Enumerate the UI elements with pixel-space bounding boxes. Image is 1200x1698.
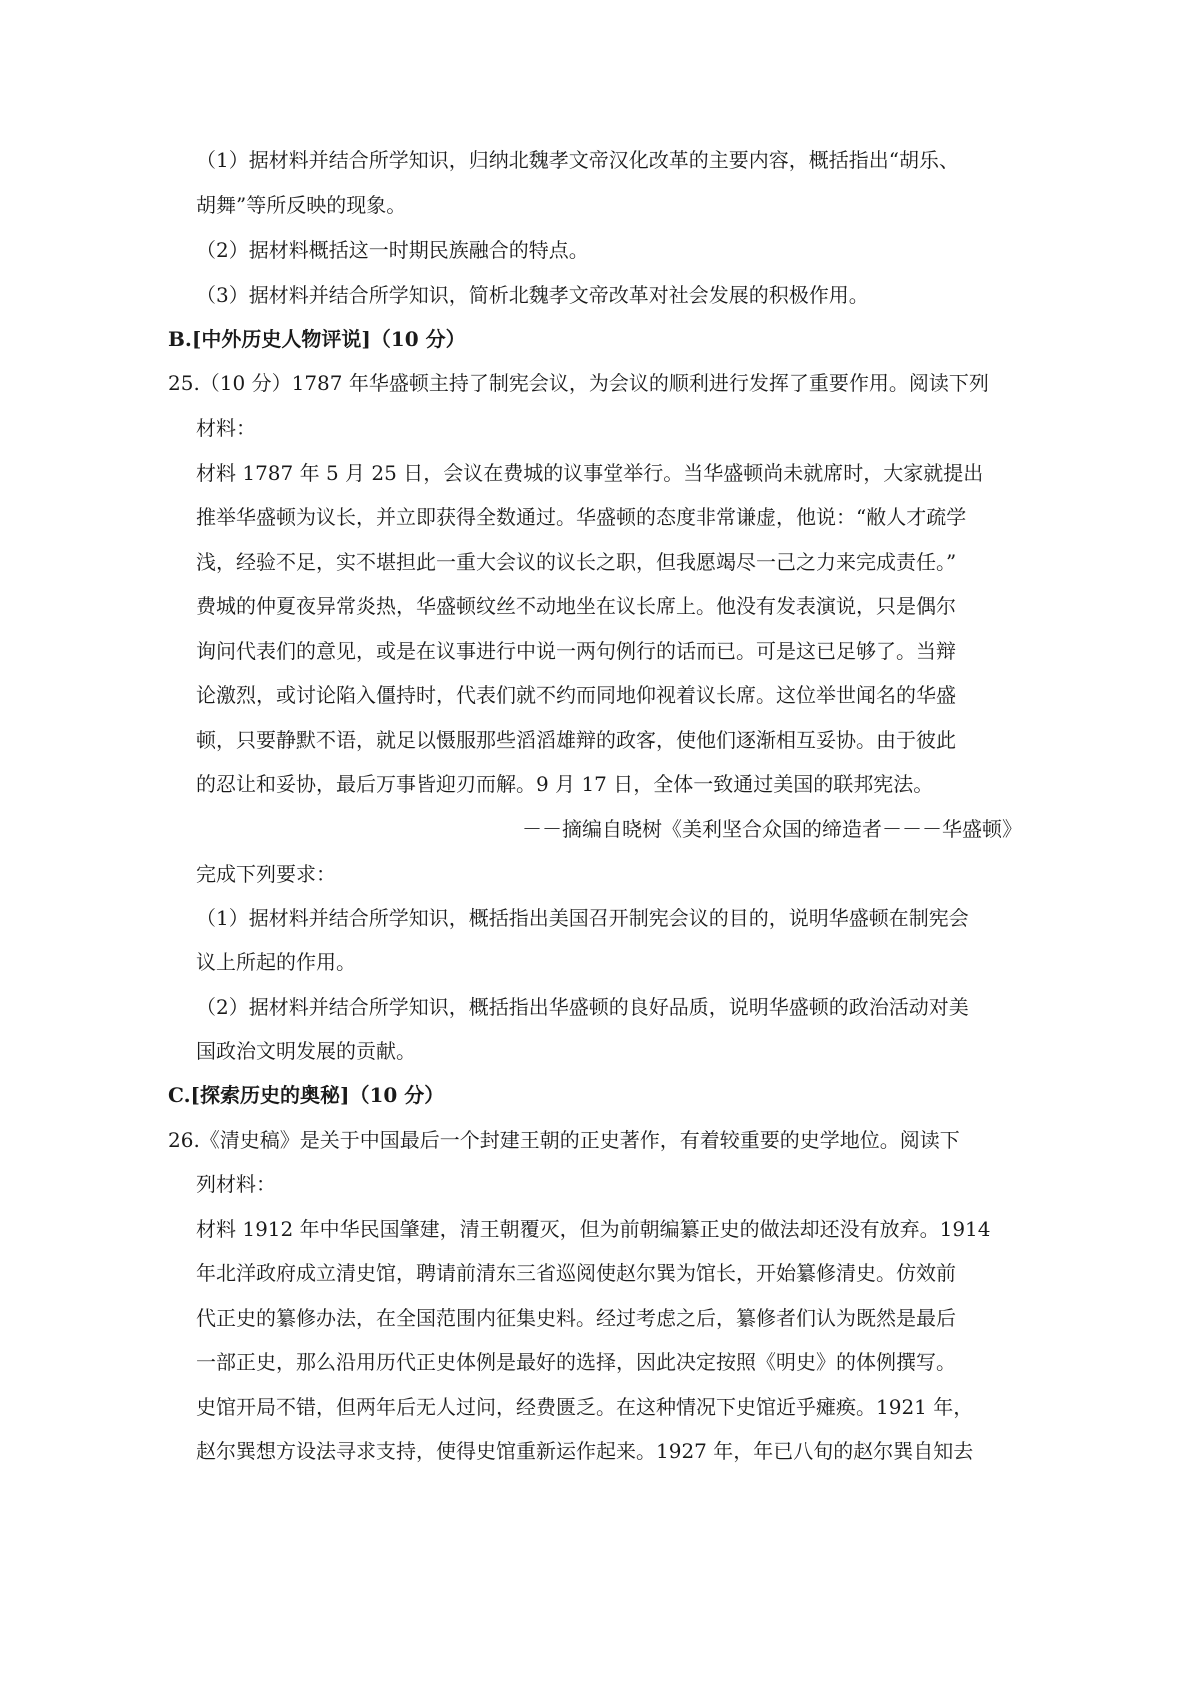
section-c-heading: C.[探索历史的奥秘]（10 分）: [168, 1083, 445, 1107]
requirement-2-line-1: （2）据材料并结合所学知识，概括指出华盛顿的良好品质，说明华盛顿的政治活动对美: [196, 995, 969, 1019]
question-3: （3）据材料并结合所学知识，简析北魏孝文帝改革对社会发展的积极作用。: [196, 283, 869, 307]
question-1-line-1: （1）据材料并结合所学知识，归纳北魏孝文帝汉化改革的主要内容，概括指出“胡乐、: [196, 148, 959, 172]
material-b-line: 费城的仲夏夜异常炎热，华盛顿纹丝不动地坐在议长席上。他没有发表演说，只是偶尔: [196, 594, 956, 618]
question-25-line-2: 材料：: [196, 416, 256, 440]
material-b-line: 材料 1787 年 5 月 25 日，会议在费城的议事堂举行。当华盛顿尚未就席时，大家就提出: [196, 461, 984, 485]
requirements-label: 完成下列要求：: [196, 862, 336, 886]
requirement-1-line-2: 议上所起的作用。: [196, 950, 356, 974]
section-b-heading: B.[中外历史人物评说]（10 分）: [168, 327, 466, 351]
material-c-line: 代正史的纂修办法，在全国范围内征集史料。经过考虑之后，纂修者们认为既然是最后: [196, 1306, 956, 1330]
material-c-line: 史馆开局不错，但两年后无人过问，经费匮乏。在这种情况下史馆近乎瘫痪。1921 年，: [196, 1395, 974, 1419]
material-c-line: 一部正史，那么沿用历代正史体例是最好的选择，因此决定按照《明史》的体例撰写。: [196, 1350, 956, 1374]
material-b-line: 询问代表们的意见，或是在议事进行中说一两句例行的话而已。可是这已足够了。当辩: [196, 639, 956, 663]
material-c-line: 赵尔巽想方设法寻求支持，使得史馆重新运作起来。1927 年，年已八旬的赵尔巽自知去: [196, 1439, 974, 1463]
material-b-line: 顿，只要静默不语，就足以慑服那些滔滔雄辩的政客，使他们逐渐相互妥协。由于彼此: [196, 728, 956, 752]
material-c-line: 材料 1912 年中华民国肇建，清王朝覆灭，但为前朝编纂正史的做法却还没有放弃。1914: [196, 1217, 991, 1241]
material-c-line: 年北洋政府成立清史馆，聘请前清东三省巡阅使赵尔巽为馆长，开始纂修清史。仿效前: [196, 1261, 956, 1285]
material-b-line: 的忍让和妥协，最后万事皆迎刃而解。9 月 17 日，全体一致通过美国的联邦宪法。: [196, 772, 934, 796]
material-b-line: 浅，经验不足，实不堪担此一重大会议的议长之职，但我愿竭尽一己之力来完成责任。”: [196, 550, 957, 574]
question-1-line-2: 胡舞”等所反映的现象。: [196, 193, 407, 217]
requirement-1-line-1: （1）据材料并结合所学知识，概括指出美国召开制宪会议的目的，说明华盛顿在制宪会: [196, 906, 969, 930]
material-b-source: －－摘编自晓树《美利坚合众国的缔造者－－－华盛顿》: [522, 817, 1022, 841]
question-26-line-1: 26.《清史稿》是关于中国最后一个封建王朝的正史著作，有着较重要的史学地位。阅读下: [168, 1128, 960, 1152]
requirement-2-line-2: 国政治文明发展的贡献。: [196, 1039, 416, 1063]
question-26-line-2: 列材料：: [196, 1172, 276, 1196]
material-b-line: 论激烈，或讨论陷入僵持时，代表们就不约而同地仰视着议长席。这位举世闻名的华盛: [196, 683, 956, 707]
material-b-line: 推举华盛顿为议长，并立即获得全数通过。华盛顿的态度非常谦虚，他说：“敝人才疏学: [196, 505, 967, 529]
question-2: （2）据材料概括这一时期民族融合的特点。: [196, 238, 589, 262]
question-25-line-1: 25.（10 分）1787 年华盛顿主持了制宪会议，为会议的顺利进行发挥了重要作用。阅读下列: [168, 371, 989, 395]
